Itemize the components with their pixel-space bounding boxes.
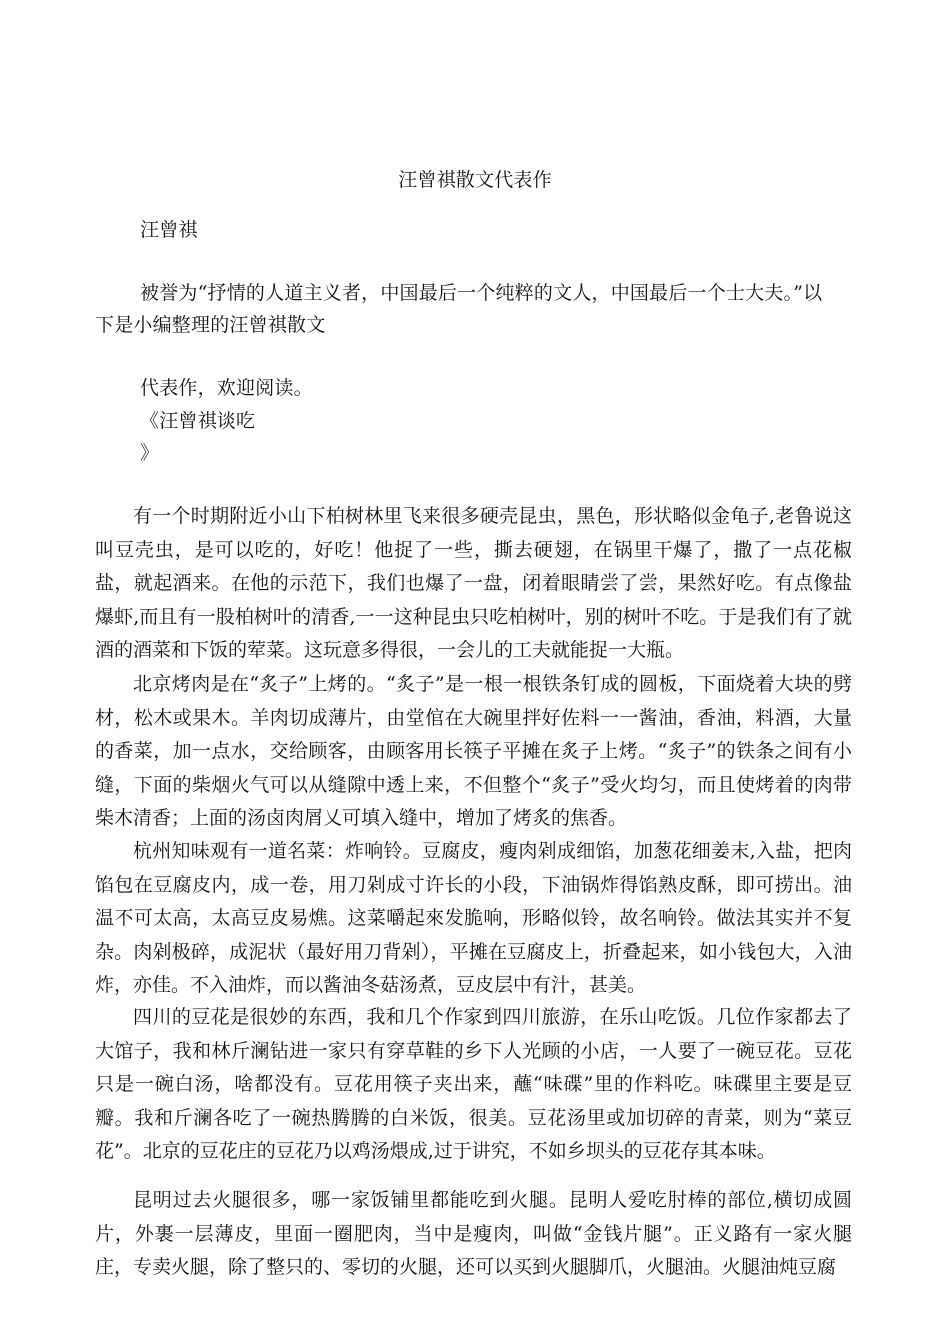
author-name: 汪曾祺 [140, 219, 198, 241]
intro-line-2: 下是小编整理的汪曾祺散文 [95, 314, 326, 336]
section-title-close: 》 [140, 442, 160, 464]
section-title-open: 《汪曾祺谈吃 [140, 410, 256, 432]
paragraph-2: 北京烤肉是在“炙子”上烤的。“炙子”是一根一根铁条钉成的圆板，下面烧着大块的劈材，松木或果木。羊肉切成薄片，由堂倌在大碗里拌好佐料一一酱油，香油，料酒，大量的香菜，加一点水，交给顾客，由顾客用长筷子平摊在炙子上烤。“炙子”的铁条之间有小缝，下面的柴烟火气可以从缝隙中透上来，不但整个“炙子”受火均匀，而且使烤着的肉带柴木清香；上面的汤卤肉屑乂可填入缝中，增加了烤炙的焦香。 [95, 673, 852, 829]
intro-line-3: 代表作，欢迎阅读。 [140, 377, 313, 399]
paragraph-5: 昆明过去火腿很多，哪一家饭铺里都能吃到火腿。昆明人爱吃肘棒的部位,横切成圆片，外裹一层薄皮，里面一圈肥肉，当中是瘦肉，叫做“金钱片腿”。正义路有一家火腿庄，专卖火腿，除了整只的、零切的火腿，还可以买到火腿脚爪，火腿油。火腿油炖豆腐 [95, 1189, 852, 1278]
intro-line-1: 被誉为“抒情的人道主义者，中国最后一个纯粹的文人，中国最后一个士大夫。”以 [140, 282, 823, 304]
paragraph-3: 杭州知味观有一道名菜：炸响铃。豆腐皮，瘦肉剁成细馅，加葱花细姜末,入盐，把肉馅包在豆腐皮内，成一卷，用刀剁成寸许长的小段，下油锅炸得馅熟皮酥，即可捞出。油温不可太高，太高豆皮易燋。这菜嚼起來发脆响，形略似铃，故名响铃。做法其实并不复杂。肉剁极碎，成泥状（最好用刀背剁），平摊在豆腐皮上，折叠起来，如小钱包大，入油炸，亦佳。不入油炸，而以酱油冬菇汤煮，豆皮层中有汁，甚美。 [95, 840, 852, 996]
document-title: 汪曾祺散文代表作 [398, 169, 552, 191]
paragraph-4: 四川的豆花是很妙的东西，我和几个作家到四川旅游，在乐山吃饭。几位作家都去了大馆子，我和林斤澜钻进一家只有穿草鞋的乡下人光顾的小店，一人要了一碗豆花。豆花只是一碗白汤，啥都没有。豆花用筷子夹出来，蘸“味碟”里的作料吃。味碟里主要是豆瓣。我和斤澜各吃了一碗热腾腾的白米饭，很美。豆花汤里或加切碎的青菜，则为“菜豆花”。北京的豆花庄的豆花乃以鸡汤煨成,过于讲究，不如乡坝头的豆花存其本味。 [95, 1006, 852, 1162]
paragraph-1: 有一个时期附近小山下柏树林里飞来很多硬壳昆虫，黑色，形状略似金龟子,老鲁说这叫豆壳虫，是可以吃的，好吃！他捉了一些，撕去硬翅，在锅里干爆了，撒了一点花椒盐，就起酒来。在他的示范下，我们也爆了一盘，闭着眼睛尝了尝，果然好吃。有点像盐爆虾,而且有一股柏树叶的清香,一一这种昆虫只吃柏树叶，别的树叶不吃。于是我们有了就酒的酒菜和下饭的荤菜。这玩意多得很，一会儿的工夫就能捉一大瓶。 [95, 505, 852, 661]
